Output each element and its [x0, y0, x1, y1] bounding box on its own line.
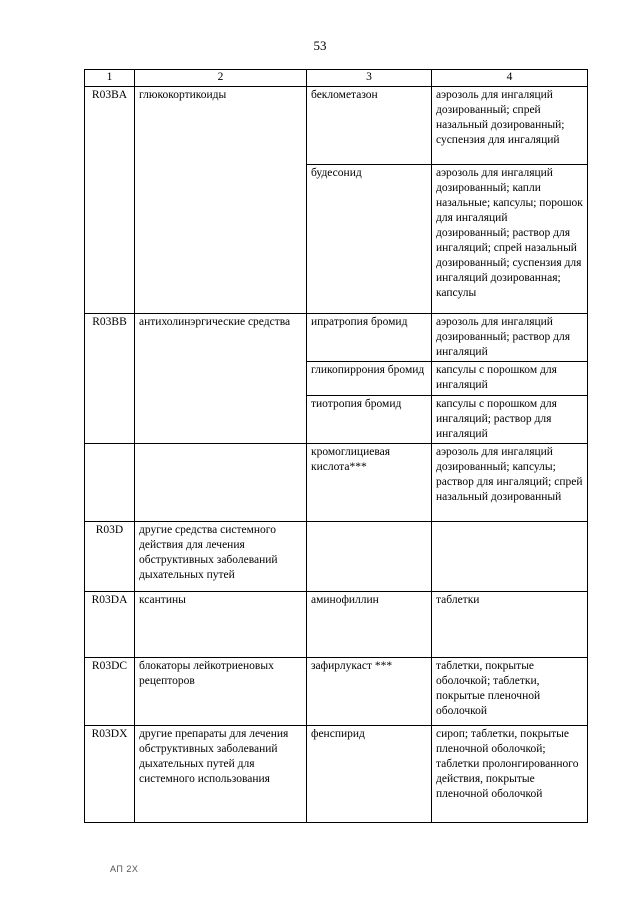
group-name: другие средства системного действия для лечения обструктивных заболеваний дыхательных путей: [135, 522, 307, 592]
drug-name: гликопиррония бромид: [307, 362, 432, 396]
drug-name: кромоглициевая кислота***: [307, 444, 432, 522]
drug-name: зафирлукаст ***: [307, 658, 432, 726]
group-name: ксантины: [135, 592, 307, 658]
dosage-forms: капсулы с порошком для ингаляций: [432, 362, 588, 396]
header-row: [85, 70, 588, 87]
header-col-1: 1: [85, 70, 135, 87]
atc-code: R03D: [85, 522, 135, 592]
group-name: глюкокортикоиды: [135, 87, 307, 314]
dosage-forms: аэрозоль для ингаляций дозированный; капсулы; раствор для ингаляций; спрей назальный дозированный: [432, 444, 588, 522]
atc-code: R03DC: [85, 658, 135, 726]
drug-name: беклометазон: [307, 87, 432, 165]
table-body: [85, 87, 588, 823]
group-name: [135, 444, 307, 522]
atc-code: [85, 444, 135, 522]
atc-code: R03BA: [85, 87, 135, 314]
drug-name: фенспирид: [307, 726, 432, 823]
dosage-forms: таблетки, покрытые оболочкой; таблетки, покрытые пленочной оболочкой: [432, 658, 588, 726]
table-row: [85, 314, 588, 362]
table-row: [85, 444, 588, 522]
drug-name: будесонид: [307, 165, 432, 314]
group-name: другие препараты для лечения обструктивных заболеваний дыхательных путей для системного использования: [135, 726, 307, 823]
dosage-forms: капсулы с порошком для ингаляций; раствор для ингаляций: [432, 396, 588, 444]
atc-code: R03DA: [85, 592, 135, 658]
table-row: [85, 726, 588, 823]
dosage-forms: аэрозоль для ингаляций дозированный; капли назальные; капсулы; порошок для ингаляций дозированный; раствор для ингаляций; спрей назальный дозированный; суспензия для ингаляций дозированная; капсулы: [432, 165, 588, 314]
atc-code: R03DX: [85, 726, 135, 823]
drug-table: [84, 69, 588, 823]
table-row: [85, 87, 588, 165]
table-row: [85, 592, 588, 658]
page-number: 53: [313, 38, 327, 53]
table-header: [85, 70, 588, 87]
drug-name: аминофиллин: [307, 592, 432, 658]
drug-name: [307, 522, 432, 592]
table-row: [85, 658, 588, 726]
dosage-forms: таблетки: [432, 592, 588, 658]
footer-mark: АП 2Х: [110, 864, 139, 874]
table-row: [85, 522, 588, 592]
dosage-forms: сироп; таблетки, покрытые пленочной оболочкой; таблетки пролонгированного действия, покрытые пленочной оболочкой: [432, 726, 588, 823]
drug-name: ипратропия бромид: [307, 314, 432, 362]
header-col-2: 2: [135, 70, 307, 87]
header-col-4: 4: [432, 70, 588, 87]
atc-code: R03BB: [85, 314, 135, 444]
header-col-3: 3: [307, 70, 432, 87]
dosage-forms: аэрозоль для ингаляций дозированный; спрей назальный дозированный; суспензия для ингаляций: [432, 87, 588, 165]
drug-name: тиотропия бромид: [307, 396, 432, 444]
dosage-forms: аэрозоль для ингаляций дозированный; раствор для ингаляций: [432, 314, 588, 362]
dosage-forms: [432, 522, 588, 592]
group-name: антихолинэргические средства: [135, 314, 307, 444]
group-name: блокаторы лейкотриеновых рецепторов: [135, 658, 307, 726]
